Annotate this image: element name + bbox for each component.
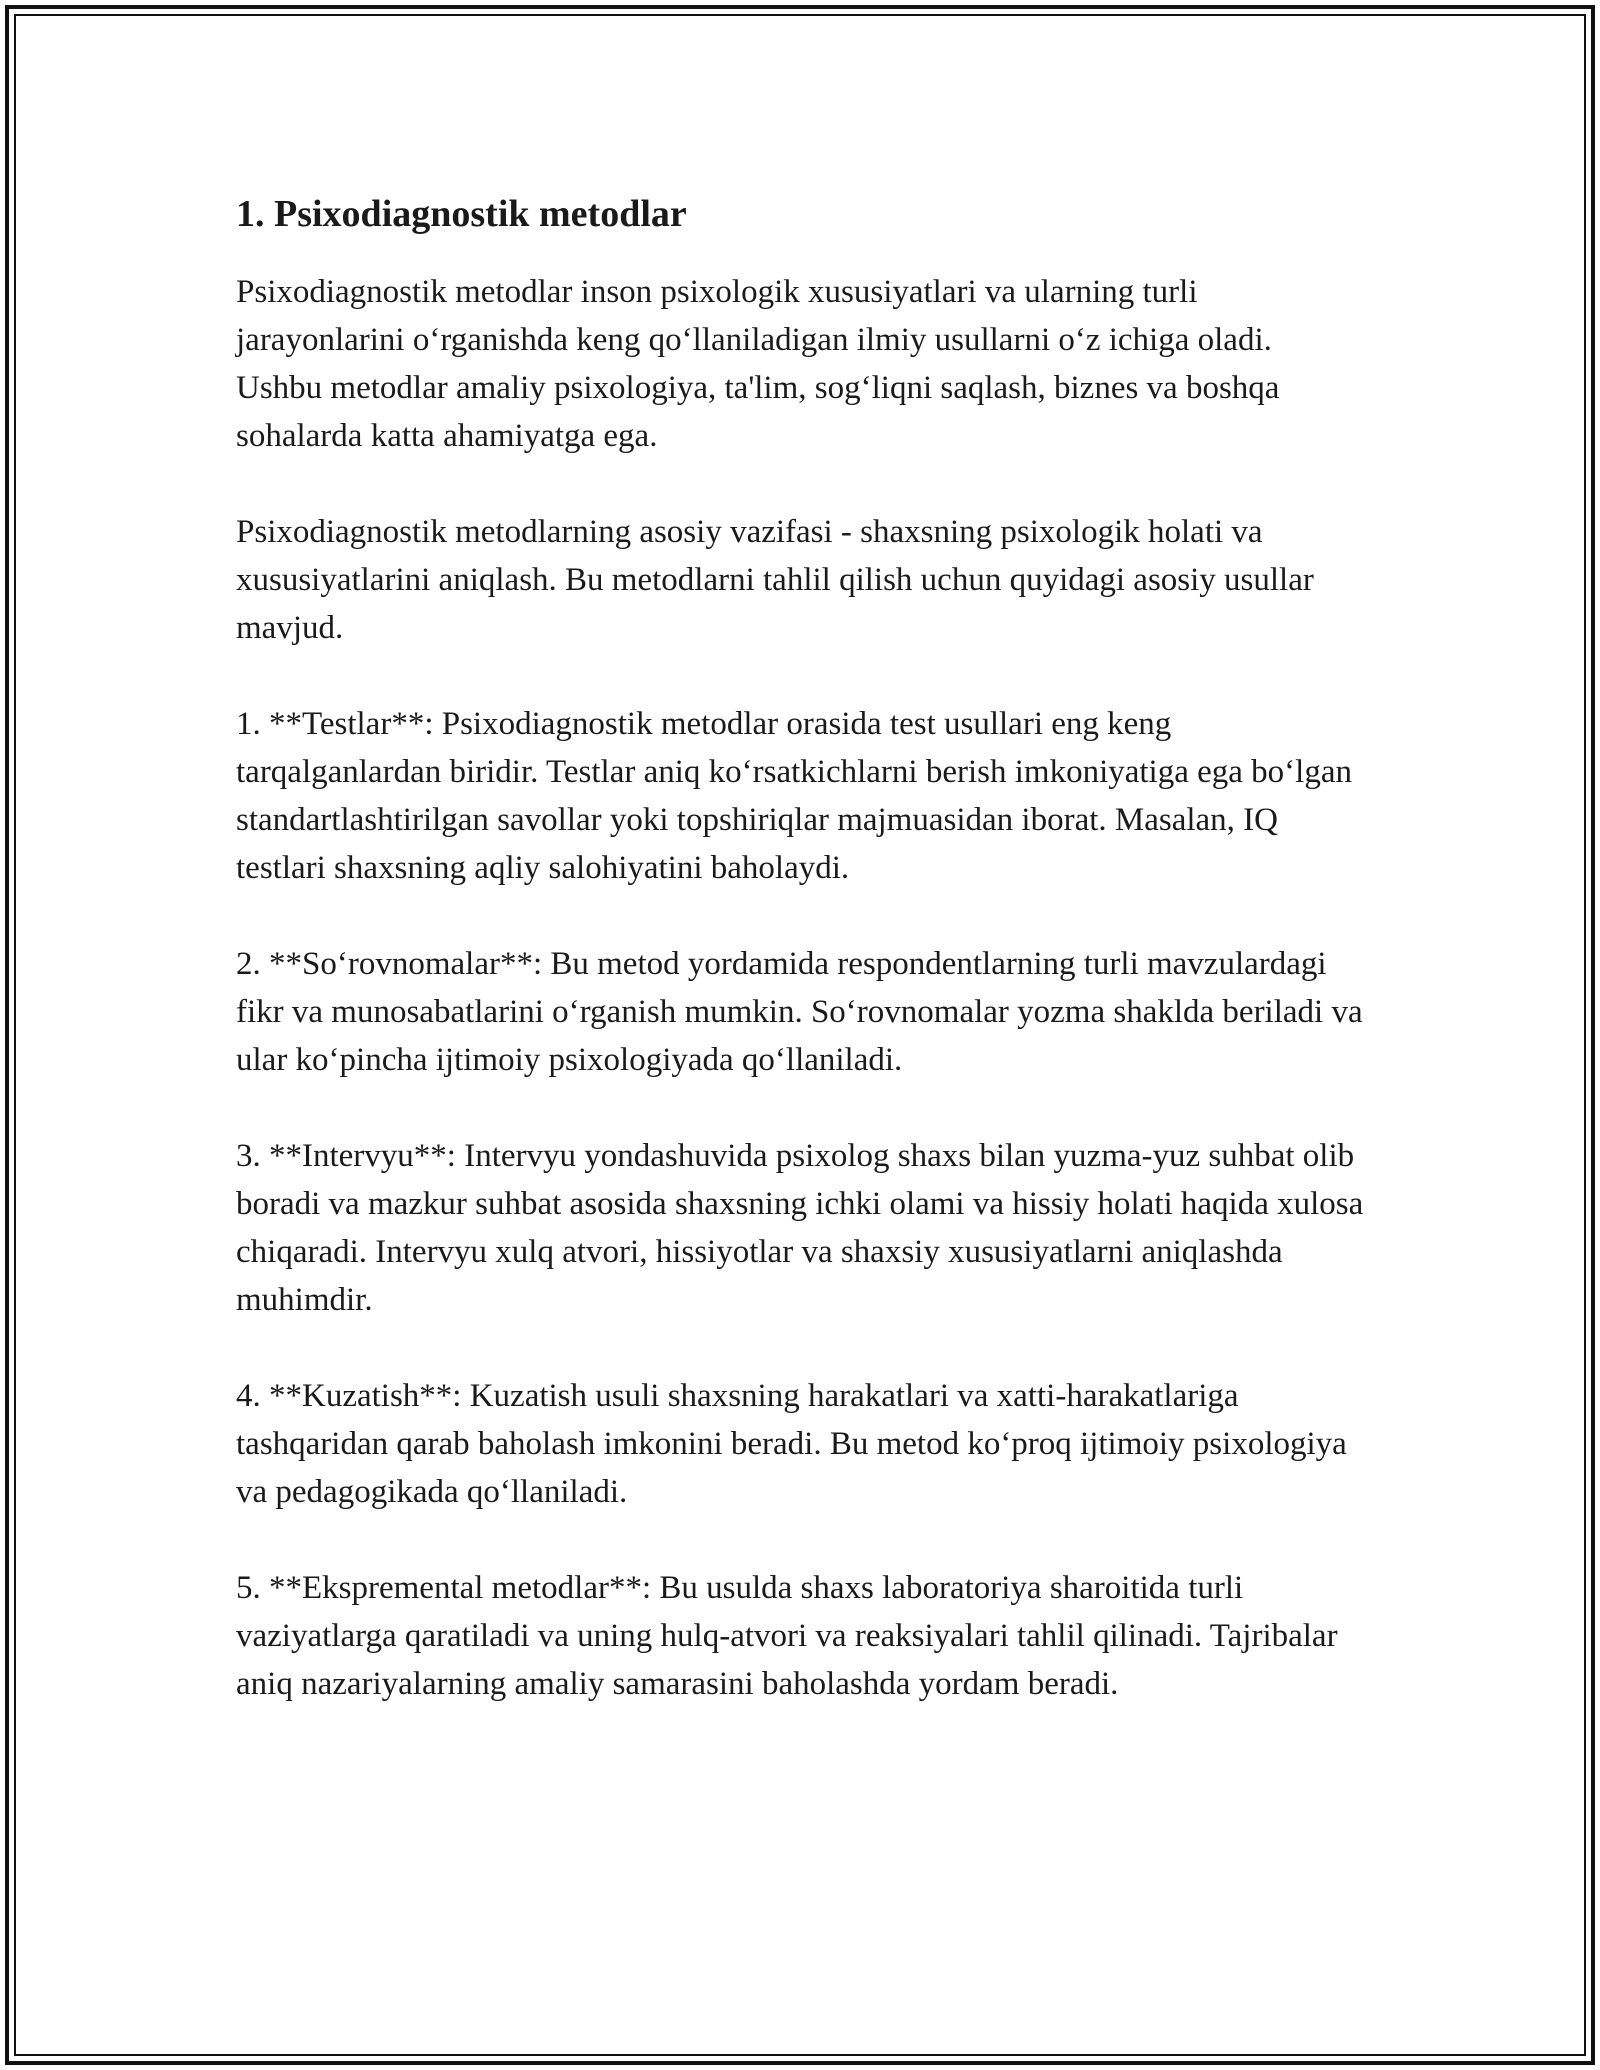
list-item-eksprementl-metodlar: 5. **Ekspremental metodlar**: Bu usulda shaxs laboratoriya sharoitida turli vaziyatlarga qaratiladi va uning hulq-atvori va reaksiyalari tahlil qilinadi. Tajribalar aniq nazariyalarning amaliy samarasini baholashda yordam beradi. bbox=[236, 1570, 1338, 1702]
list-item-sorovnomalar: 2. **So‘rovnomalar**: Bu metod yordamida respondentlarning turli mavzulardagi fikr va munosabatlarini o‘rganish mumkin. So‘rovnomalar yozma shaklda beriladi va ular ko‘pincha ijtimoiy psixologiyada qo‘llaniladi. bbox=[236, 946, 1363, 1078]
list-item-intervyu: 3. **Intervyu**: Intervyu yondashuvida psixolog shaxs bilan yuzma-yuz suhbat olib boradi va mazkur suhbat asosida shaxsning ichki olami va hissiy holati haqida xulosa chiqaradi. Intervyu xulq atvori, hissiyotlar va shaxsiy xususiyatlarni aniqlashda muhimdir. bbox=[236, 1138, 1364, 1318]
document-body bbox=[236, 186, 1366, 1756]
section-heading: 1. Psixodiagnostik metodlar bbox=[236, 193, 687, 235]
paragraph-intro: Psixodiagnostik metodlar inson psixologik xususiyatlari va ularning turli jarayonlarini o‘rganishda keng qo‘llaniladigan ilmiy usullarni o‘z ichiga oladi. Ushbu metodlar amaliy psixologiya, ta'lim, sog‘liqni saqlash, biznes va boshqa sohalarda katta ahamiyatga ega. bbox=[236, 274, 1280, 454]
list-item-testlar: 1. **Testlar**: Psixodiagnostik metodlar orasida test usullari eng keng tarqalganlardan biridir. Testlar aniq ko‘rsatkichlarni berish imkoniyatiga ega bo‘lgan standartlashtirilgan savollar yoki topshiriqlar majmuasidan iborat. Masalan, IQ testlari shaxsning aqliy salohiyatini baholaydi. bbox=[236, 706, 1352, 886]
paragraph-main-task: Psixodiagnostik metodlarning asosiy vazifasi - shaxsning psixologik holati va xususiyatlarini aniqlash. Bu metodlarni tahlil qilish uchun quyidagi asosiy usullar mavjud. bbox=[236, 514, 1314, 646]
list-item-kuzatish: 4. **Kuzatish**: Kuzatish usuli shaxsning harakatlari va xatti-harakatlariga tashqaridan qarab baholash imkonini beradi. Bu metod ko‘proq ijtimoiy psixologiya va pedagogikada qo‘llaniladi. bbox=[236, 1378, 1347, 1510]
